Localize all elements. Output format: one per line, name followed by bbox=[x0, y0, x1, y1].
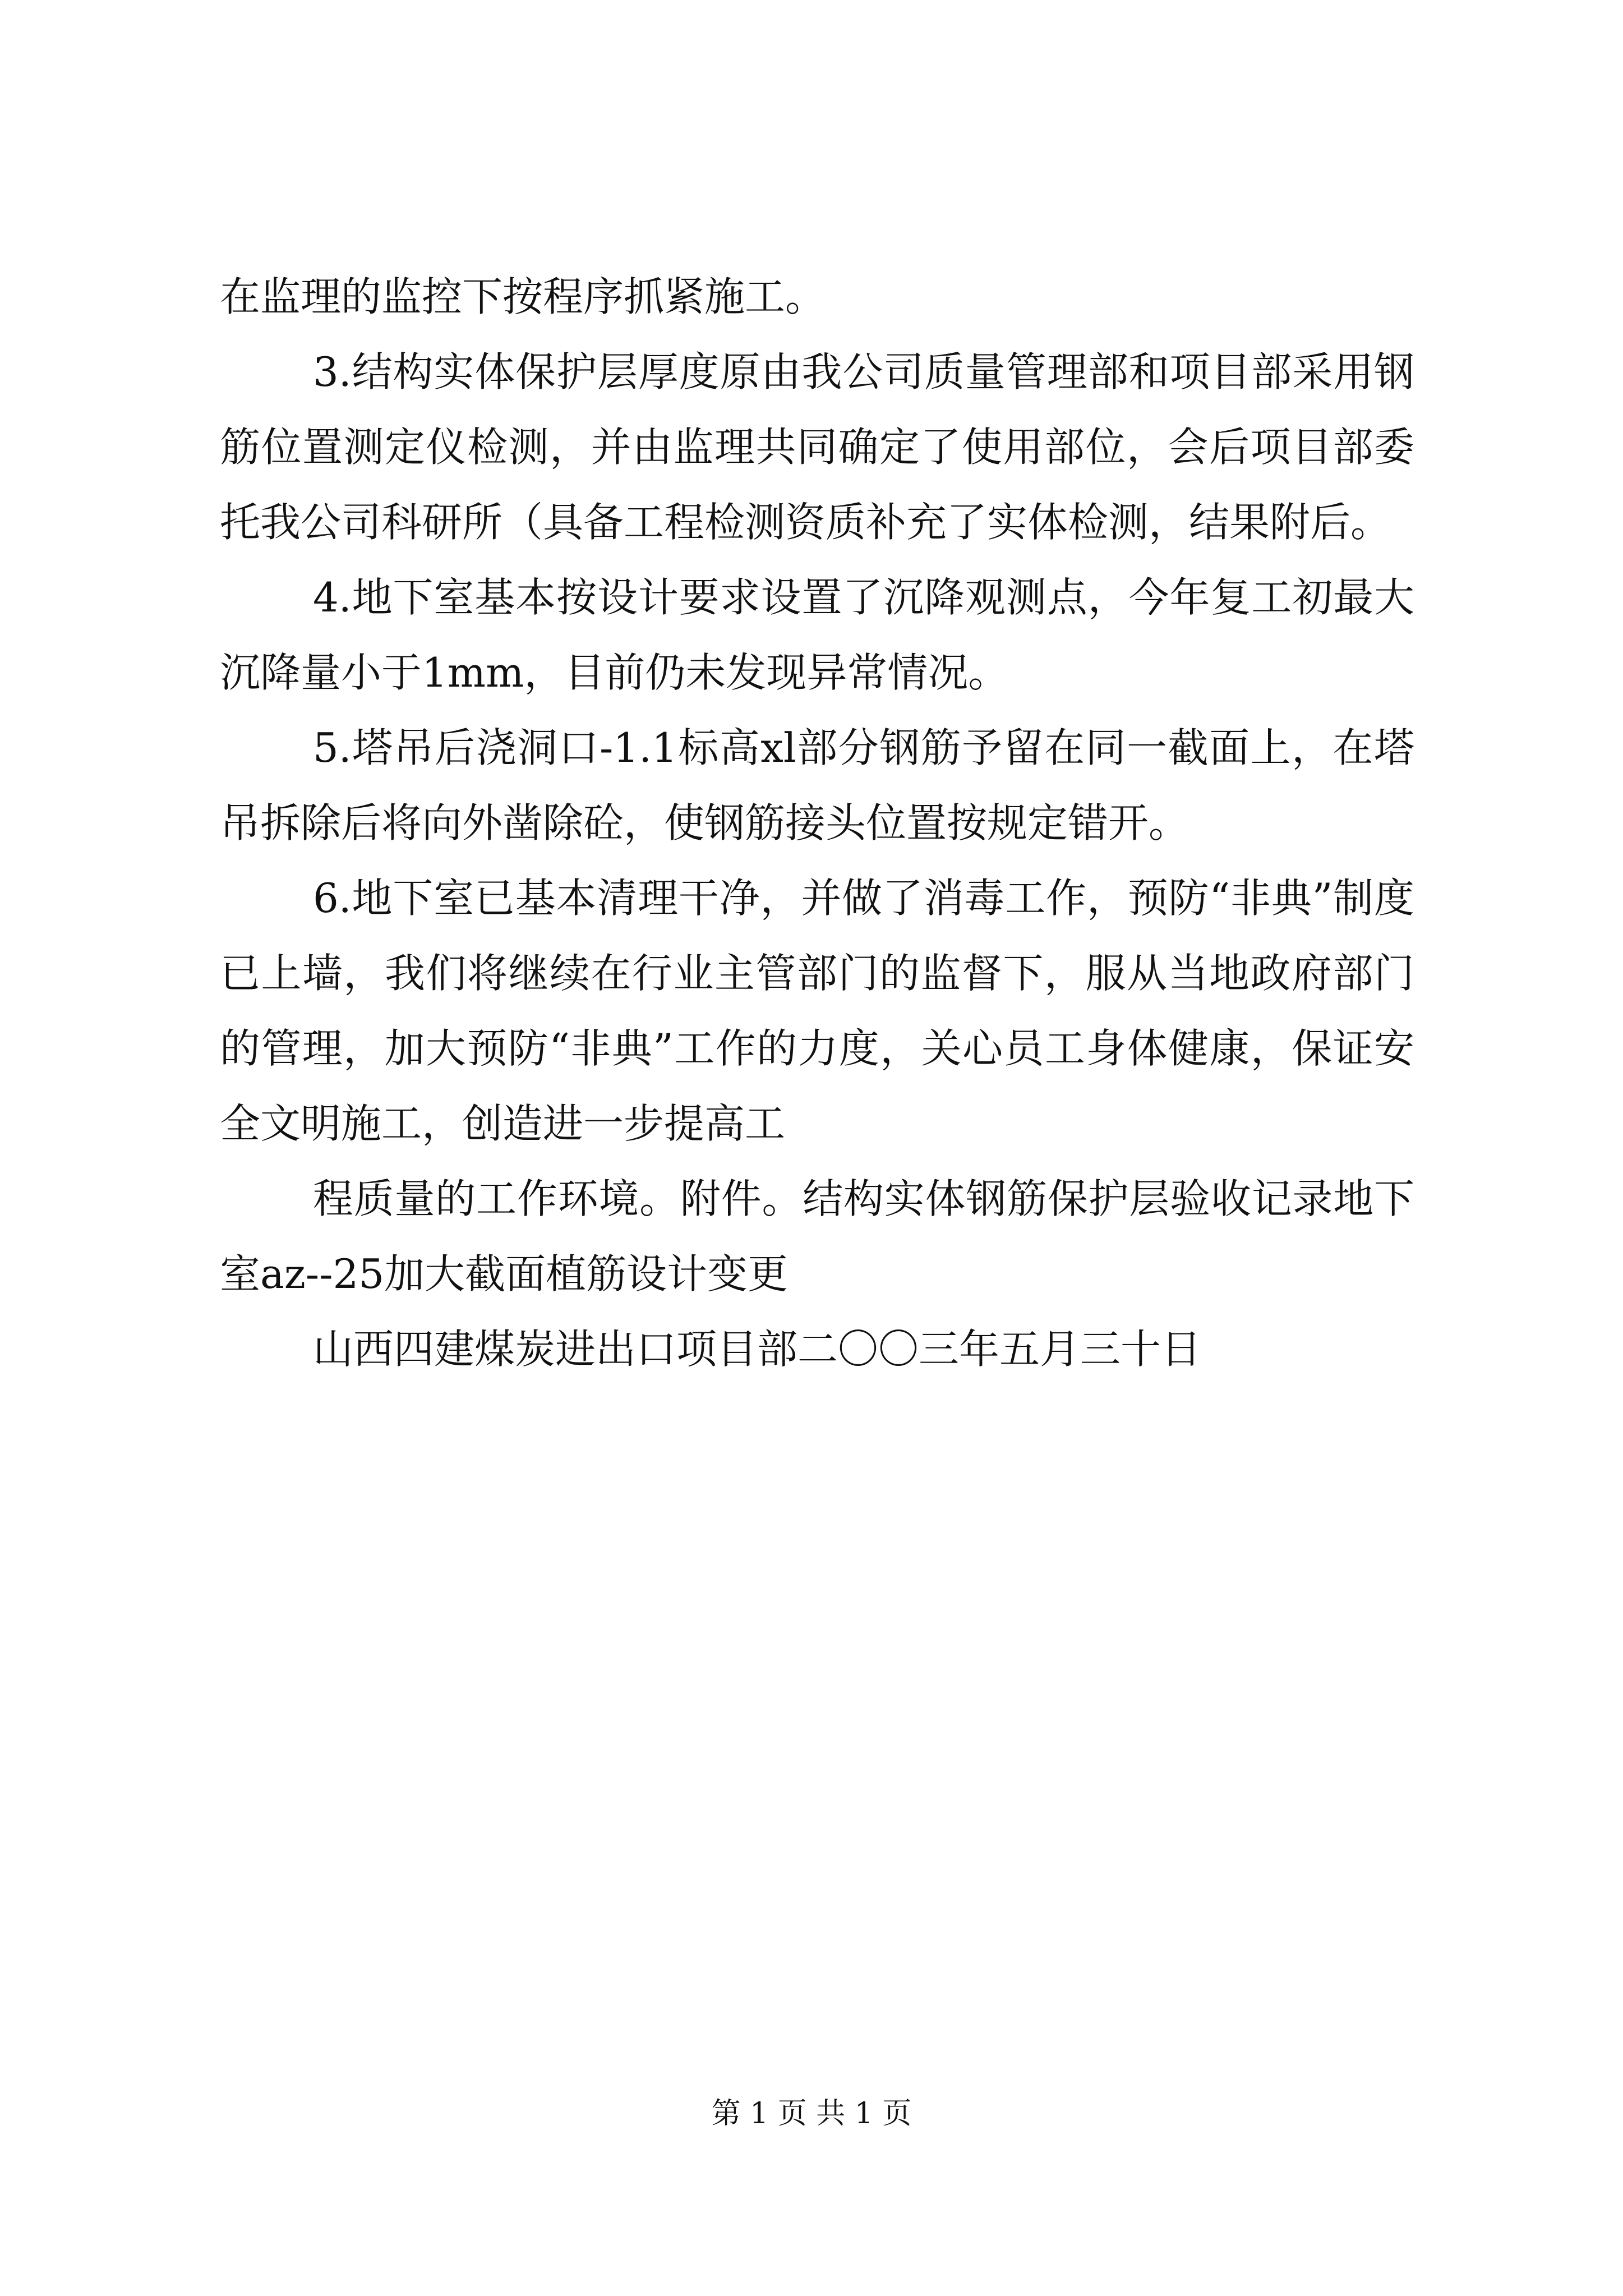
paragraph-attachment: 程质量的工作环境。附件。结构实体钢筋保护层验收记录地下室az--25加大截面植筋设计变更 bbox=[220, 1175, 1414, 1297]
document-body bbox=[220, 259, 1414, 1387]
paragraph-item-6: 6.地下室已基本清理干净，并做了消毒工作，预防“非典”制度已上墙，我们将继续在行业主管部门的监督下，服从当地政府部门的管理，加大预防“非典”工作的力度，关心员工身体健康，保证安全文明施工，创造进一步提高工 bbox=[220, 875, 1414, 1147]
paragraph-continuation: 在监理的监控下按程序抓紧施工。 bbox=[220, 273, 826, 320]
paragraph-item-3: 3.结构实体保护层厚度原由我公司质量管理部和项目部采用钢筋位置测定仪检测，并由监理共同确定了使用部位，会后项目部委托我公司科研所（具备工程检测资质补充了实体检测，结果附后。 bbox=[220, 348, 1414, 546]
page-footer: 第 1 页 共 1 页 bbox=[711, 2097, 912, 2131]
paragraph-item-4: 4.地下室基本按设计要求设置了沉降观测点，今年复工初最大沉降量小于1mm，目前仍未发现异常情况。 bbox=[220, 574, 1414, 696]
paragraph-item-5: 5.塔吊后浇洞口-1.1标高xl部分钢筋予留在同一截面上，在塔吊拆除后将向外凿除砼，使钢筋接头位置按规定错开。 bbox=[220, 724, 1414, 846]
paragraph-signature: 山西四建煤炭进出口项目部二〇〇三年五月三十日 bbox=[313, 1326, 1202, 1373]
